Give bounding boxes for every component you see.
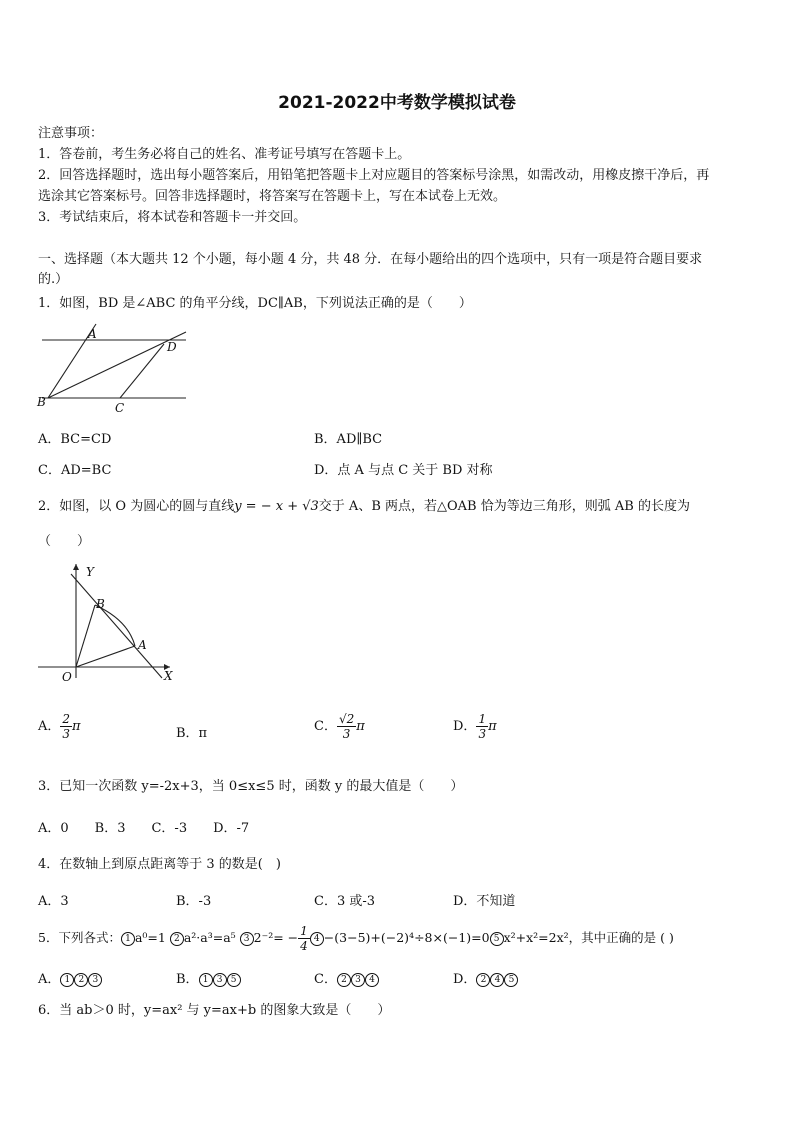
q1-option-a: A．BC=CD <box>38 432 112 447</box>
label-b: B <box>96 597 105 611</box>
q5-option-c: C． 2 3 4 <box>314 968 379 987</box>
q4-option-b: B．-3 <box>176 894 212 909</box>
label-a: A <box>88 327 97 341</box>
q1-figure <box>36 320 188 416</box>
section-heading-cont: 的.） <box>38 272 69 287</box>
q5-option-d: D． 2 4 5 <box>453 968 518 987</box>
label-b: B <box>37 395 46 409</box>
segment-bd <box>48 332 186 398</box>
segment-oa <box>76 646 135 667</box>
q1-option-d: D．点 A 与点 C 关于 BD 对称 <box>314 463 493 478</box>
q4-option-a: A．3 <box>38 894 69 909</box>
q2-option-d: D． $\frac{1}{3}$ π <box>453 712 497 741</box>
q5-option-b: B． 1 3 5 <box>176 968 241 987</box>
label-o: O <box>62 670 72 684</box>
q2-equation: y = − x + √3 <box>234 499 319 514</box>
q2-figure <box>36 560 181 686</box>
q3-stem: 3．已知一次函数 y=-2x+3，当 0≤x≤5 时，函数 y 的最大值是（ ） <box>38 779 464 794</box>
q2-stem-pre: 2．如图，以 O 为圆心的圆与直线 <box>38 499 235 514</box>
notice-item-2b: 选涂其它答案标号。回答非选择题时，将答案写在答题卡上，写在本试卷上无效。 <box>38 189 507 204</box>
circled-number: 2 <box>170 932 184 946</box>
label-c: C <box>115 401 125 415</box>
q5-option-a: A． 1 2 3 <box>38 968 102 987</box>
fraction-root2-thirds: $\frac{√2}{3}$ <box>338 712 355 741</box>
q2-stem-post: 交于 A、B 两点，若△OAB 恰为等边三角形，则弧 AB 的长度为 <box>318 499 690 514</box>
circled-number: 1 <box>121 932 135 946</box>
q1-option-c: C．AD=BC <box>38 463 112 478</box>
label-d: D <box>167 340 177 354</box>
q2-stem <box>38 495 690 514</box>
line-y-neg-x-root3 <box>71 574 162 678</box>
q4-option-d: D．不知道 <box>453 894 516 909</box>
q4-stem: 4．在数轴上到原点距离等于 3 的数是( ) <box>38 857 281 872</box>
label-y: Y <box>86 565 94 579</box>
q6-stem: 6．当 ab＞0 时，y=ax² 与 y=ax+b 的图象大致是（ ） <box>38 1003 391 1018</box>
label-x: X <box>164 669 173 683</box>
notice-item-1: 1．答卷前，考生务必将自己的姓名、准考证号填写在答题卡上。 <box>38 147 411 162</box>
q1-stem: 1．如图，BD 是∠ABC 的角平分线，DC∥AB，下列说法正确的是（ ） <box>38 296 472 311</box>
circled-number: 5 <box>490 932 504 946</box>
fraction-two-thirds: $\frac{2}{3}$ <box>62 712 71 741</box>
q1-option-b: B．AD∥BC <box>314 432 383 447</box>
segment-dc <box>120 344 164 398</box>
fraction-one-third: $\frac{1}{3}$ <box>478 712 487 741</box>
page-title: 2021-2022中考数学模拟试卷 <box>278 93 516 113</box>
y-axis-arrow <box>73 564 79 570</box>
q5-stem: 5．下列各式： 1 a⁰=1 2 a²·a³=a⁵ 3 2⁻²= − $\frac{1}{4}$ 4 −(3−5)+(−2)⁴÷8×(−1)=0 5 x²+x²=2x²，其中正确的是 ( ) <box>38 924 674 953</box>
fraction-one-quarter: $\frac{1}{4}$ <box>300 924 308 953</box>
circled-number: 3 <box>240 932 254 946</box>
section-heading: 一、选择题（本大题共 12 个小题，每小题 4 分，共 48 分．在每小题给出的四个选项中，只有一项是符合题目要求 <box>38 252 703 267</box>
label-a: A <box>138 638 147 652</box>
q2-option-a: A． $\frac{2}{3}$ π <box>38 712 81 741</box>
q2-paren: （ ） <box>38 534 91 549</box>
circled-number: 4 <box>310 932 324 946</box>
q2-option-c: C． $\frac{√2}{3}$ π <box>314 712 365 741</box>
notice-item-3: 3．考试结束后，将本试卷和答题卡一并交回。 <box>38 210 307 225</box>
segment-ob <box>76 605 95 667</box>
notice-item-2a: 2．回答选择题时，选出每小题答案后，用铅笔把答题卡上对应题目的答案标号涂黑，如需改动，用橡皮擦干净后，再 <box>38 168 710 183</box>
q2-option-b: B．π <box>176 726 208 741</box>
q3-options: A．0 B．3 C．-3 D．-7 <box>38 821 250 836</box>
q4-option-c: C．3 或-3 <box>314 894 376 909</box>
notice-heading: 注意事项： <box>38 126 104 141</box>
